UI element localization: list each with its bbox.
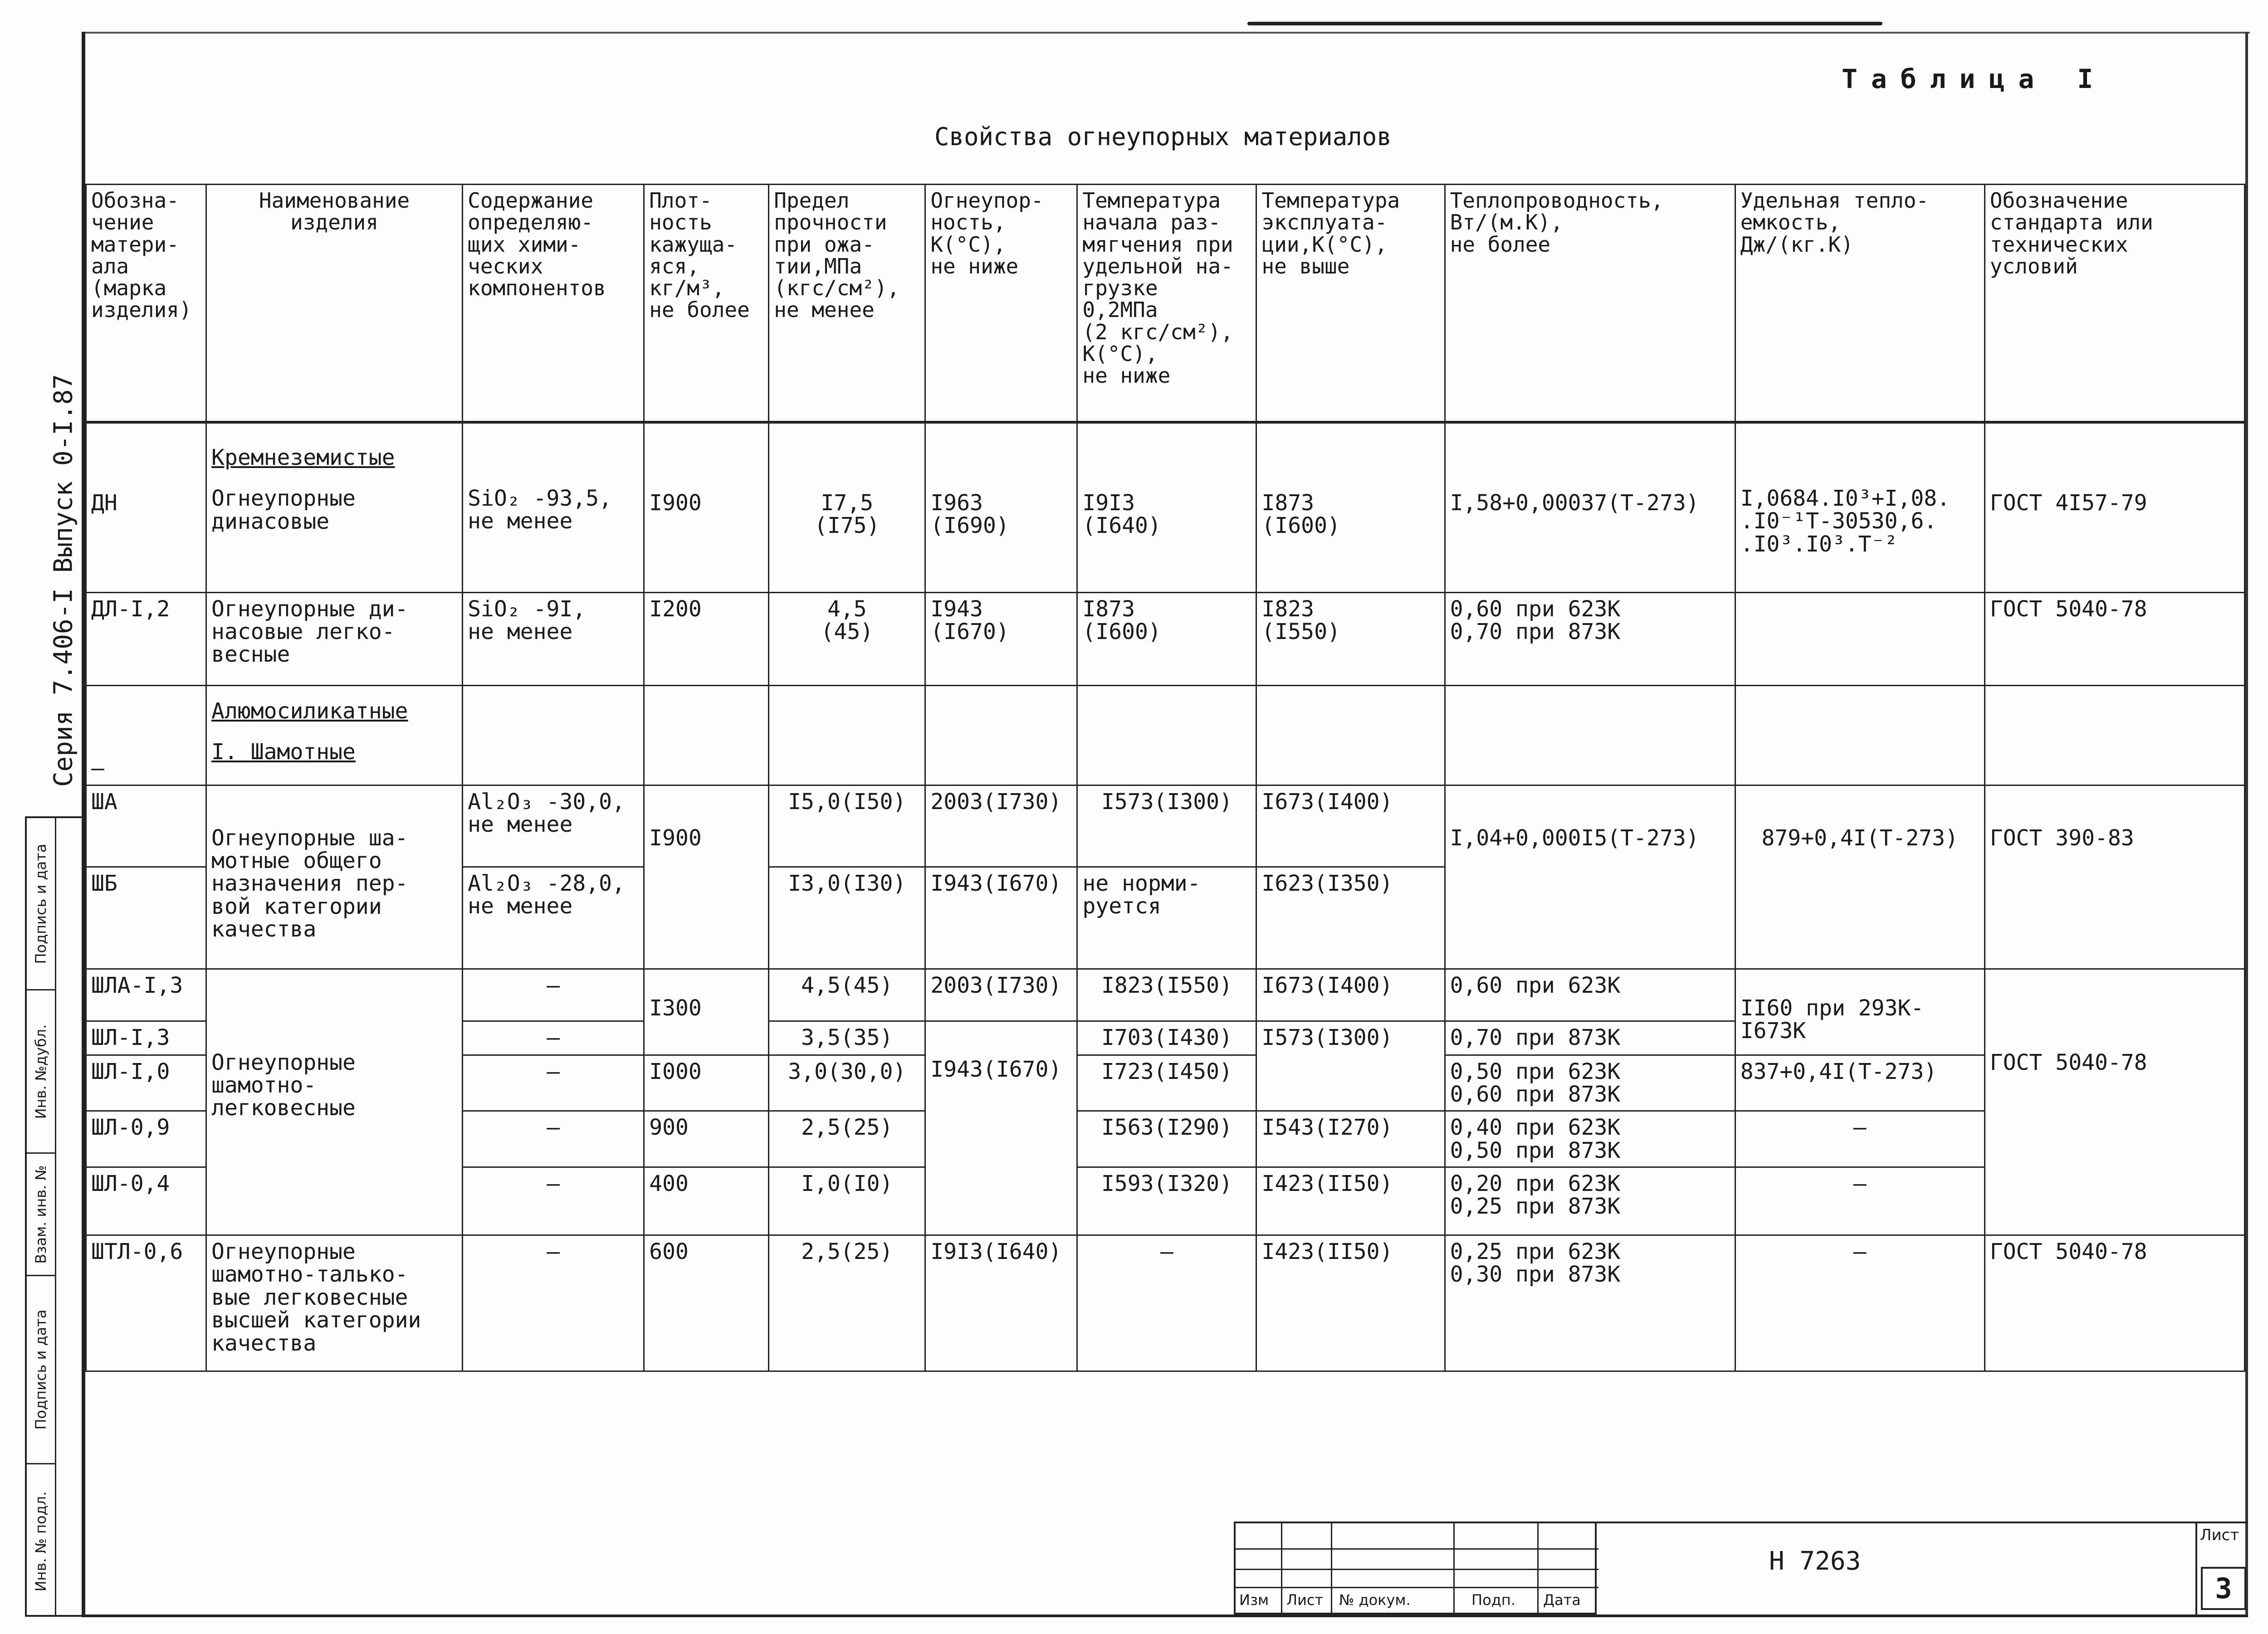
stamp-divider [55,818,56,1615]
cell-density: 400 [644,1167,769,1235]
cell-mark: ША [86,785,206,867]
cell-density: I900 [644,785,769,969]
header-text: Наименование изделия [259,188,410,235]
cell-density: I200 [644,592,769,685]
cell-empty [1984,685,2244,785]
cell-strength: I7,5 (I75) [769,422,925,592]
cell-strength: 3,5(35) [769,1021,925,1055]
cell-name [206,685,463,785]
cell-chem: Al₂O₃ -28,0, не менее [463,867,644,969]
header-text: Предел прочности при ожа- тии,МПа (кгс/см²), не менее [774,188,900,322]
stamp-column [25,816,82,1617]
cell-conduct: 0,60 при 623К [1445,969,1735,1021]
cell-soften: I873 (I600) [1077,592,1256,685]
cell-conduct: I,58+0,00037(T-273) [1445,422,1735,592]
col-mark-header [86,185,206,423]
header-text: Удельная тепло- емкость, Дж/(кг.К) [1740,188,1929,257]
cell-mark: ШЛ-I,3 [86,1021,206,1055]
table-label: Таблица I [1842,63,2107,94]
series-label [45,372,82,789]
name-text: Огнеупорные динасовые [211,486,356,534]
table-row [86,969,2245,1021]
cell-chem: – [463,1111,644,1167]
grid-line [1331,1523,1332,1616]
cell-soften: I823(I550) [1077,969,1256,1021]
sheet-number: 3 [2201,1567,2246,1610]
cell-empty [1256,685,1445,785]
cell-mark: ДН [86,422,206,592]
frame-right-line [2245,32,2248,1617]
cell-density: 900 [644,1111,769,1167]
table-row [86,592,2245,685]
cell-name: Огнеупорные ша- мотные общего назначения пер- вой категории качества [206,785,463,969]
stamp-label: Инв. № подл. [32,1491,49,1592]
label-izm: Изм [1239,1591,1269,1609]
cell-refract: 2003(I730) [925,969,1077,1021]
label-sign: Подп. [1471,1591,1515,1609]
cell-chem: SiO₂ -9I, не менее [463,592,644,685]
cell-refract: I943(I670) [925,1021,1077,1235]
cell-service: I873 (I600) [1256,422,1445,592]
col-service-header [1256,185,1445,423]
grid-line [1281,1523,1282,1616]
table-row [86,785,2245,867]
cell-chem: – [463,969,644,1021]
cell-std: ГОСТ 5040-78 [1984,592,2244,685]
table-caption: Свойства огнеупорных материалов [934,122,1392,151]
cell-service: I673(I400) [1256,969,1445,1021]
cell-heat: II60 при 293К- I673К [1735,969,1984,1055]
revision-grid [1234,1522,1597,1614]
cell-mark: ШЛА-I,3 [86,969,206,1021]
cell-conduct: 0,70 при 873К [1445,1021,1735,1055]
header-text: Температура эксплуата- ции,К(°С), не выше [1261,188,1400,278]
cell-conduct: 0,20 при 623К 0,25 при 873К [1445,1167,1735,1235]
stamp-cell [27,1154,55,1276]
cell-mark: ШЛ-I,0 [86,1055,206,1111]
cell-strength: 2,5(25) [769,1111,925,1167]
cell-heat: 879+0,4I(T-273) [1735,785,1984,969]
grid-line [1236,1548,1598,1550]
cell-service: I673(I400) [1256,785,1445,867]
col-refract-header [925,185,1077,423]
header-text: Теплопроводность, Вт/(м.К), не более [1450,188,1664,257]
stamp-label: Подпись и дата [32,843,49,964]
cell-soften: I9I3 (I640) [1077,422,1256,592]
cell-mark: – [86,685,206,785]
cell-density: I900 [644,422,769,592]
cell-strength: I5,0(I50) [769,785,925,867]
cell-strength: 2,5(25) [769,1235,925,1371]
cell-strength: I3,0(I30) [769,867,925,969]
cell-refract: I963 (I690) [925,422,1077,592]
col-chem-header [463,185,644,423]
cell-chem: – [463,1021,644,1055]
cell-chem: – [463,1167,644,1235]
cell-empty [769,685,925,785]
subgroup-heading: I. Шамотные [211,739,356,765]
cell-conduct: 0,50 при 623К 0,60 при 873К [1445,1055,1735,1111]
header-text: Обозна- чение матери- ала (марка изделия) [91,188,192,322]
table-row [86,1235,2245,1371]
header-text: Обозначение стандарта или технических условий [1989,188,2153,278]
cell-soften: I593(I320) [1077,1167,1256,1235]
label-doc: № докум. [1339,1591,1411,1609]
cell-refract: I9I3(I640) [925,1235,1077,1371]
sheet-box [2195,1522,2250,1614]
grid-line [1236,1569,1598,1570]
cell-service: I543(I270) [1256,1111,1445,1167]
cell-heat: – [1735,1235,1984,1371]
title-block [1234,1522,2248,1614]
header-row [86,185,2245,423]
cell-std: ГОСТ 5040-78 [1984,969,2244,1235]
cell-std: ГОСТ 4I57-79 [1984,422,2244,592]
cell-density: I300 [644,969,769,1055]
cell-soften: I723(I450) [1077,1055,1256,1111]
cell-empty [1077,685,1256,785]
cell-empty [1445,685,1735,785]
sheet-label: Лист [2200,1526,2239,1544]
properties-table [85,184,2245,1372]
col-density-header [644,185,769,423]
cell-mark: ШБ [86,867,206,969]
cell-refract: I943(I670) [925,867,1077,969]
table-row [86,685,2245,785]
header-text: Температура начала раз- мягчения при удельной на- грузке 0,2МПа (2 кгс/см²), К(°С), не ниже [1082,188,1233,388]
col-conduct-header [1445,185,1735,423]
cell-chem: Al₂O₃ -30,0, не менее [463,785,644,867]
col-std-header [1984,185,2244,423]
cell-chem: SiO₂ -93,5, не менее [463,422,644,592]
grid-line [1236,1587,1598,1588]
cell-service: I423(II50) [1256,1167,1445,1235]
stamp-cell [27,1276,55,1464]
cell-mark: ШТЛ-0,6 [86,1235,206,1371]
cell-std: ГОСТ 5040-78 [1984,1235,2244,1371]
frame-left-line [82,32,85,1617]
cell-soften: не норми- руется [1077,867,1256,969]
cell-empty [463,685,644,785]
stamp-label: Подпись и дата [32,1309,49,1430]
group-heading: Алюмосиликатные [211,698,408,724]
cell-density: I000 [644,1055,769,1111]
cell-heat [1735,592,1984,685]
cell-service: I823 (I550) [1256,592,1445,685]
scan-stroke [1247,22,1882,25]
header-text: Содержание определяю- щих хими- ческих компонентов [468,188,606,301]
cell-service: I423(II50) [1256,1235,1445,1371]
cell-conduct: 0,60 при 623К 0,70 при 873К [1445,592,1735,685]
cell-soften: I703(I430) [1077,1021,1256,1055]
cell-soften: I563(I290) [1077,1111,1256,1167]
cell-std: ГОСТ 390-83 [1984,785,2244,969]
cell-heat: 837+0,4I(T-273) [1735,1055,1984,1111]
label-date: Дата [1543,1591,1581,1609]
cell-conduct: 0,40 при 623К 0,50 при 873К [1445,1111,1735,1167]
cell-heat: – [1735,1111,1984,1167]
cell-empty [644,685,769,785]
frame-bottom-line [82,1614,2248,1617]
document-number: Н 7263 [1769,1546,1861,1576]
cell-strength: I,0(I0) [769,1167,925,1235]
cell-strength: 3,0(30,0) [769,1055,925,1111]
label-list: Лист [1286,1591,1324,1609]
grid-line [1537,1523,1539,1616]
col-name-header [206,185,463,423]
group-heading: Кремнеземистые [211,445,395,470]
col-heat-header [1735,185,1984,423]
cell-conduct: I,04+0,000I5(T-273) [1445,785,1735,969]
cell-service: I573(I300) [1256,1021,1445,1111]
cell-soften: I573(I300) [1077,785,1256,867]
cell-name: Огнеупорные шамотно-талько- вые легковесные высшей категории качества [206,1235,463,1371]
col-soften-header [1077,185,1256,423]
cell-refract: 2003(I730) [925,785,1077,867]
cell-soften: – [1077,1235,1256,1371]
cell-strength: 4,5 (45) [769,592,925,685]
cell-name: Огнеупорные ди- насовые легко- весные [206,592,463,685]
cell-service: I623(I350) [1256,867,1445,969]
table-row [86,422,2245,592]
cell-chem: – [463,1055,644,1111]
frame-top-line [82,32,2250,34]
header-text: Плот- ность кажуща- яся, кг/м³, не более [649,188,750,322]
cell-conduct: 0,25 при 623К 0,30 при 873К [1445,1235,1735,1371]
cell-strength: 4,5(45) [769,969,925,1021]
grid-line [1453,1523,1455,1616]
cell-name [206,422,463,592]
cell-mark: ШЛ-0,4 [86,1167,206,1235]
col-strength-header [769,185,925,423]
cell-heat: – [1735,1167,1984,1235]
stamp-cell [27,1464,55,1619]
cell-empty [1735,685,1984,785]
stamp-cell [27,990,55,1154]
header-text: Огнеупор- ность, К(°С), не ниже [930,188,1044,278]
cell-mark: ШЛ-0,9 [86,1111,206,1167]
cell-density: 600 [644,1235,769,1371]
stamp-cell [27,818,55,990]
cell-empty [925,685,1077,785]
cell-name: Огнеупорные шамотно- легковесные [206,969,463,1235]
cell-heat: I,0684.I0³+I,08. .I0⁻¹T-30530,6. .I0³.I0³.T⁻² [1735,422,1984,592]
cell-refract: I943 (I670) [925,592,1077,685]
cell-chem: – [463,1235,644,1371]
stamp-label: Инв. №дубл. [32,1024,49,1119]
cell-mark: ДЛ-I,2 [86,592,206,685]
series-text: Серия 7.406-I Выпуск 0-I.87 [49,374,78,787]
stamp-label: Взам. инв. № [32,1165,49,1264]
